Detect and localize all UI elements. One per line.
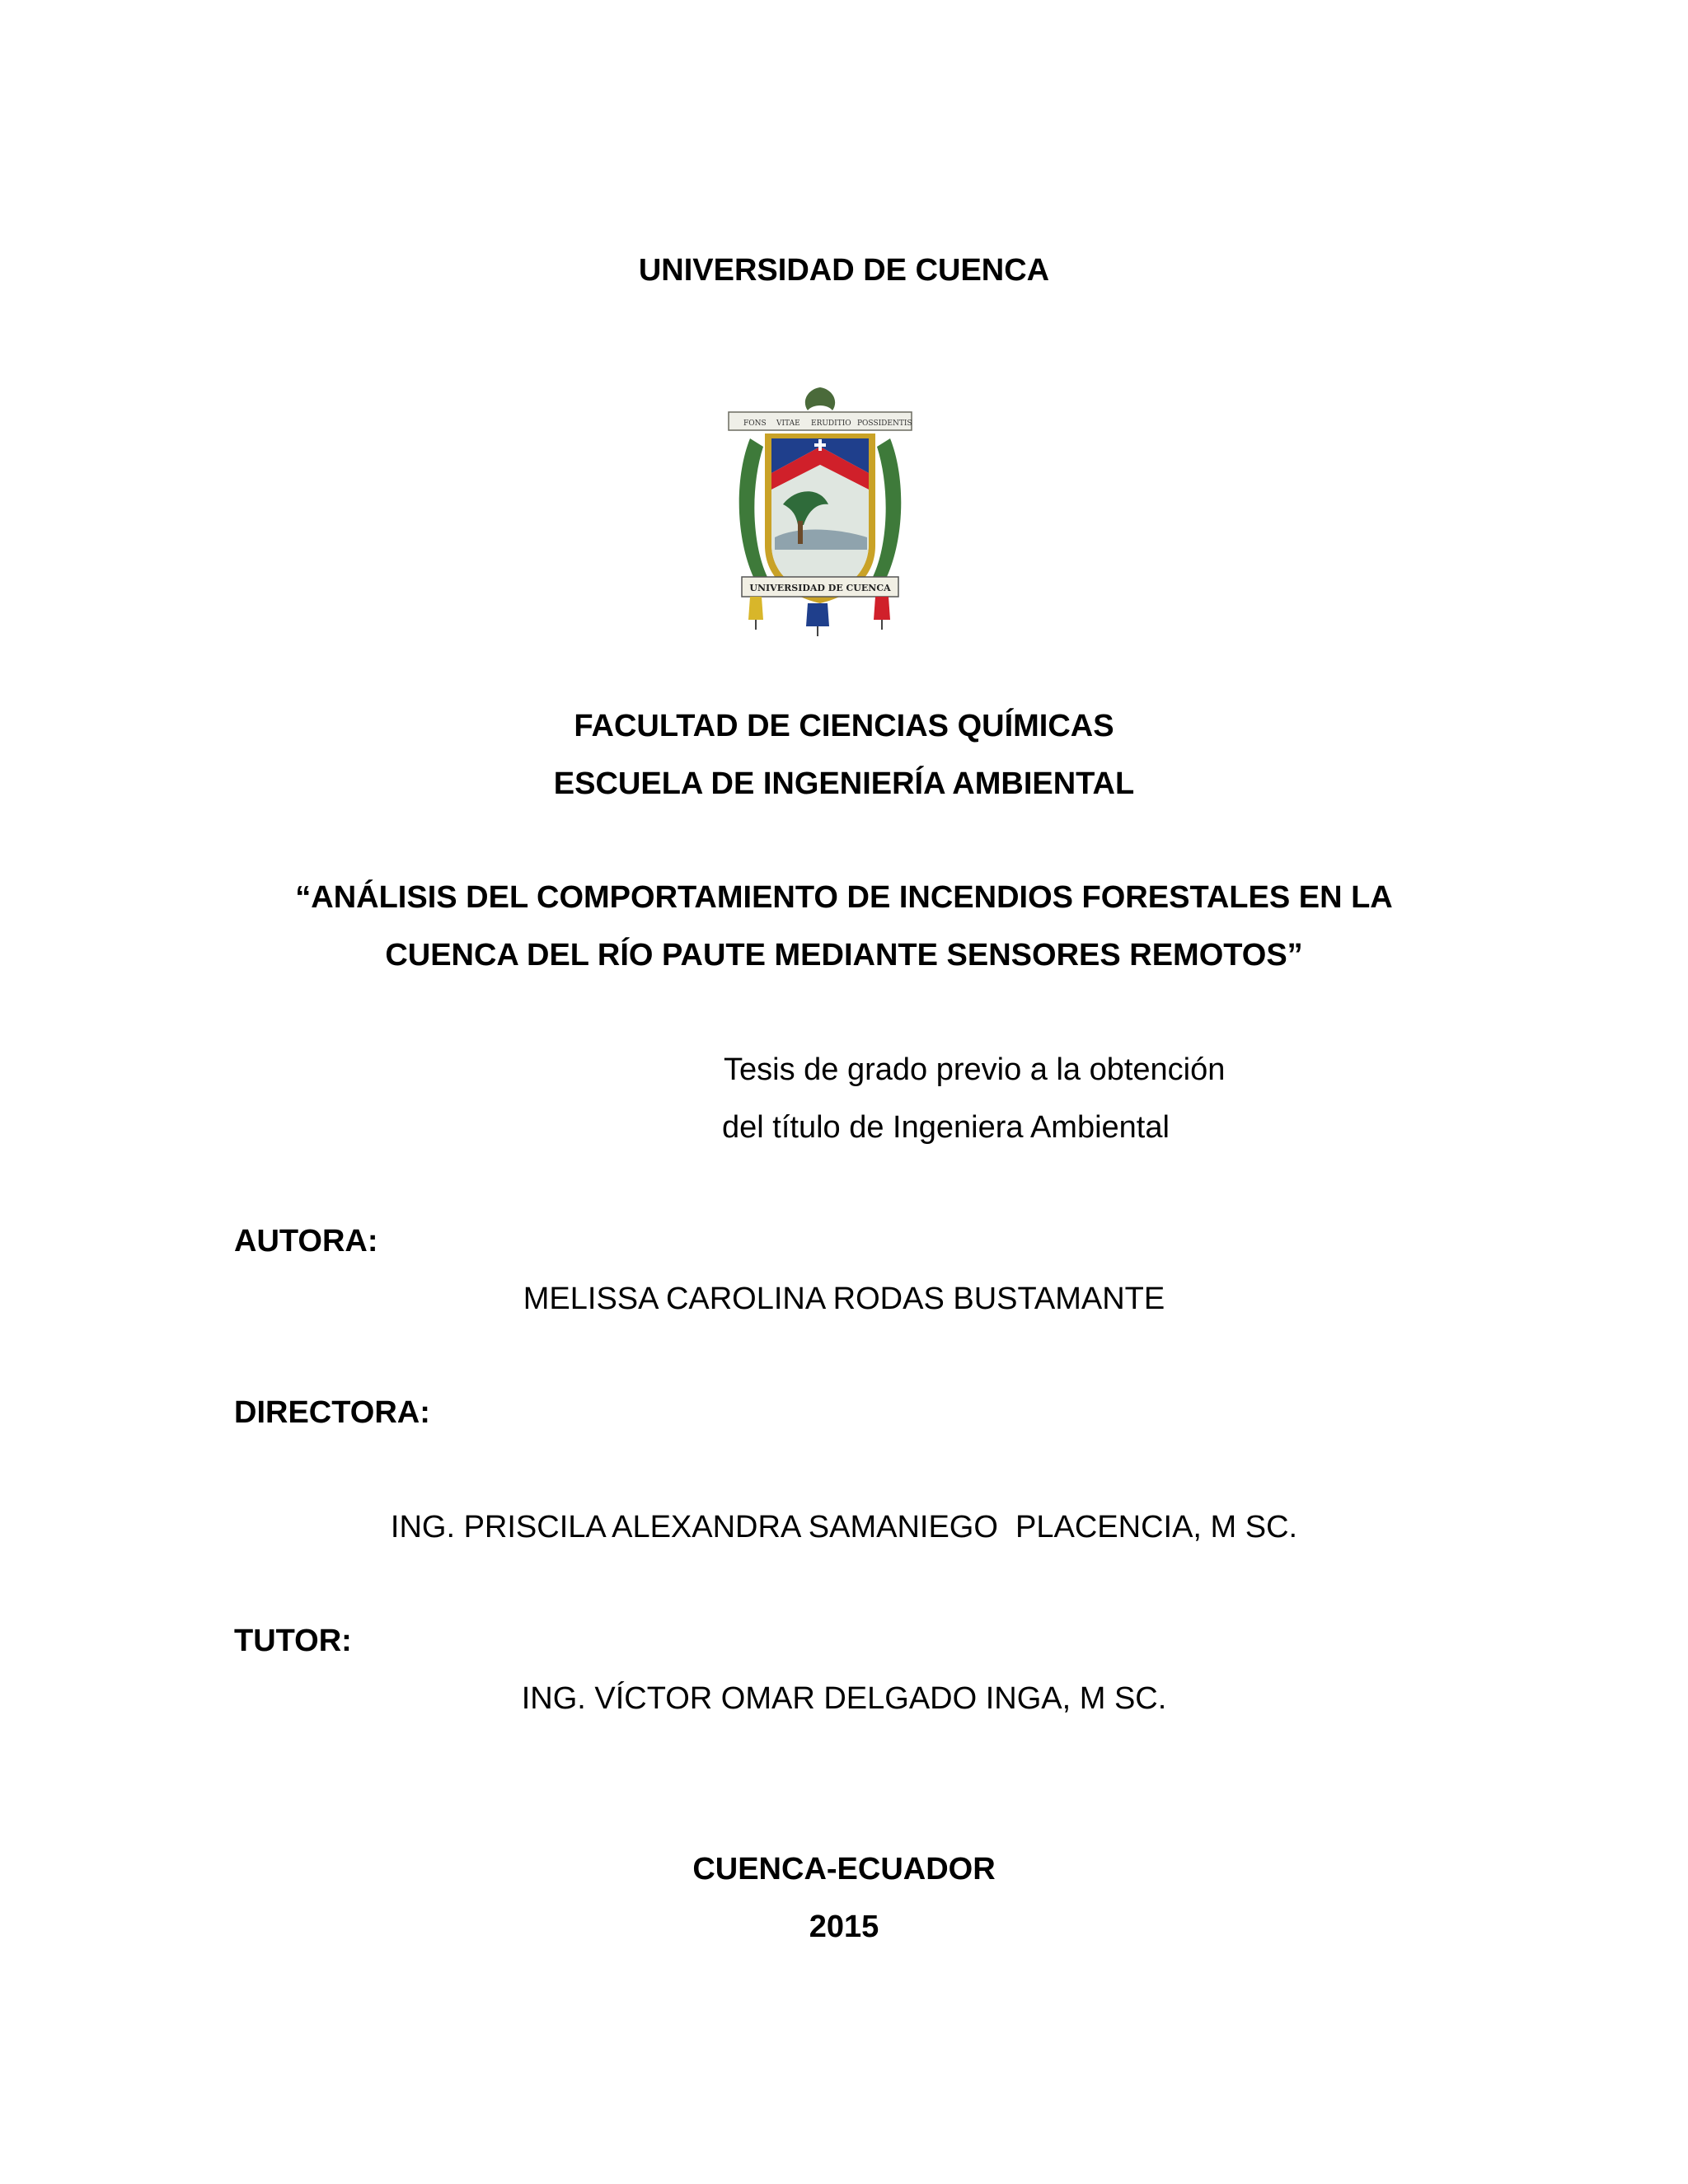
tutor-name: ING. VÍCTOR OMAR DELGADO INGA, M SC. xyxy=(521,1681,1167,1716)
svg-text:ERUDITIO: ERUDITIO xyxy=(811,419,851,428)
svg-text:FONS: FONS xyxy=(743,419,767,428)
author-label: AUTORA: xyxy=(234,1224,378,1258)
thesis-title-line-2: CUENCA DEL RÍO PAUTE MEDIANTE SENSORES REMOTOS” xyxy=(385,938,1303,972)
faculty-name: FACULTAD DE CIENCIAS QUÍMICAS xyxy=(574,709,1114,743)
director-label: DIRECTORA: xyxy=(234,1395,430,1430)
university-name: UNIVERSIDAD DE CUENCA xyxy=(638,253,1050,288)
tutor-label: TUTOR: xyxy=(234,1624,352,1658)
svg-text:VITAE: VITAE xyxy=(776,419,800,428)
author-name: MELISSA CAROLINA RODAS BUSTAMANTE xyxy=(523,1282,1165,1316)
year: 2015 xyxy=(809,1910,879,1944)
university-seal-logo xyxy=(725,381,915,636)
thesis-title-line-1: “ANÁLISIS DEL COMPORTAMIENTO DE INCENDIOS FORESTALES EN LA xyxy=(295,880,1393,915)
svg-text:UNIVERSIDAD DE CUENCA: UNIVERSIDAD DE CUENCA xyxy=(749,583,891,593)
degree-line-2: del título de Ingeniera Ambiental xyxy=(722,1110,1170,1145)
director-name: ING. PRISCILA ALEXANDRA SAMANIEGO PLACENCIA, M SC. xyxy=(390,1510,1298,1544)
school-name: ESCUELA DE INGENIERÍA AMBIENTAL xyxy=(553,766,1135,801)
place: CUENCA-ECUADOR xyxy=(692,1852,996,1886)
svg-text:POSSIDENTIS: POSSIDENTIS xyxy=(857,419,912,428)
degree-line-1: Tesis de grado previo a la obtención xyxy=(724,1052,1226,1087)
